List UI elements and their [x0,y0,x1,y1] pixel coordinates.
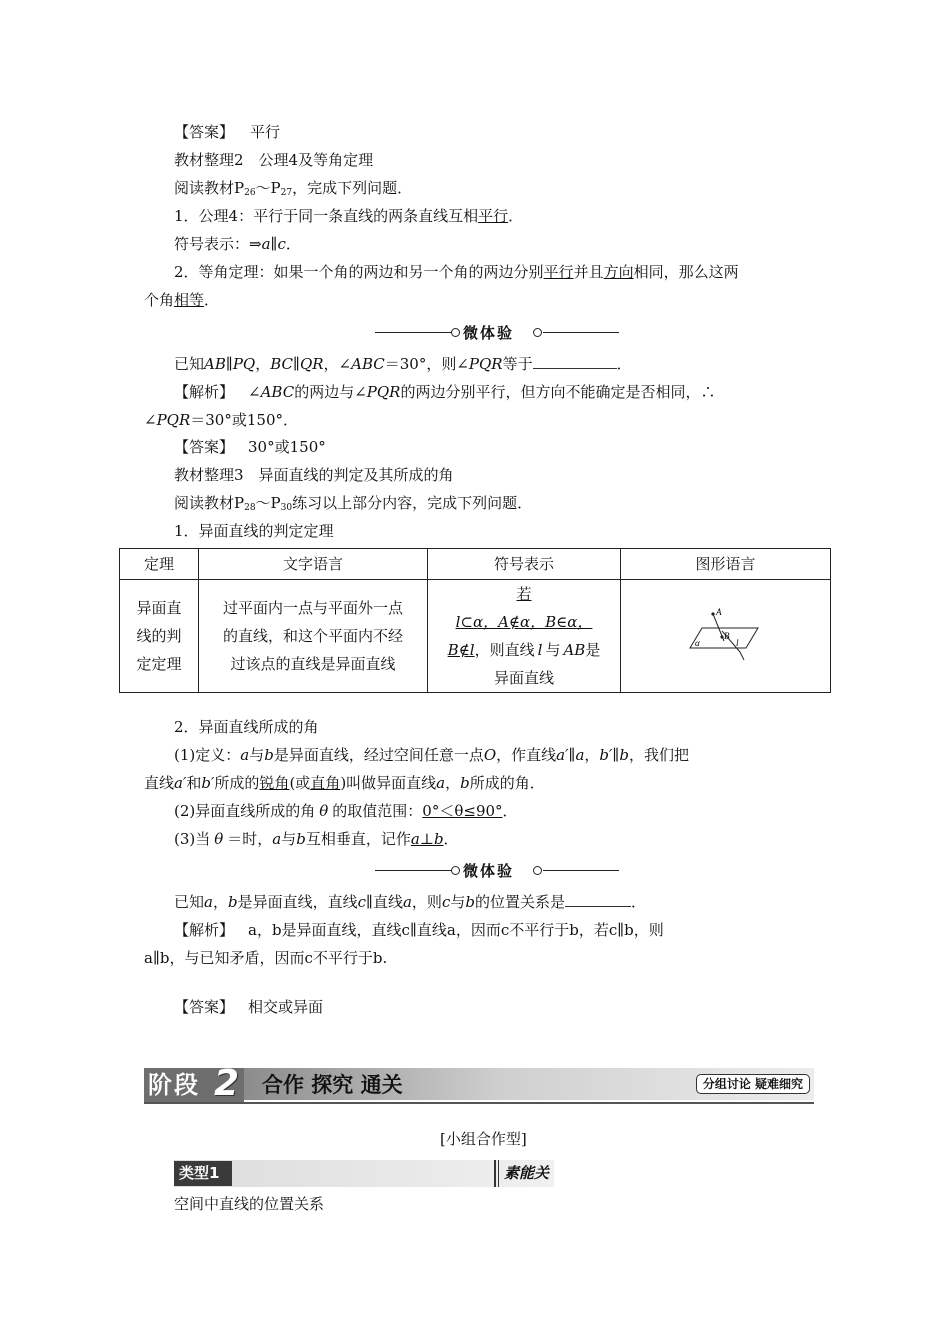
point-a-dot [711,612,714,615]
answer-tag: 【答案】 [174,438,235,456]
perpendicular-case [174,828,459,850]
text-language-cell [199,580,428,693]
sol-var: PQR [366,383,401,401]
answer-2 [174,996,323,1018]
q-var: PQR [468,355,503,373]
answer-1 [174,436,326,458]
stage-number: 2 [214,1063,240,1104]
reading-instruction-2 [174,177,412,204]
theorem-fill: 方向 [603,263,634,281]
section-heading-3: 教材整理3 异面直线的判定及其所成的角 [174,466,454,484]
perp-var: a [272,830,282,848]
title-dot [533,328,542,337]
exercise-title [375,860,605,882]
symbol-expression [174,233,301,255]
q-var: PQ [232,355,256,373]
solution-tag: 【解析】 [174,921,235,939]
q-text: ． [630,893,646,911]
sol-text: a，b是异面直线，直线c∥直线a，因而c不平行于b，若c∥b，则 [248,921,664,939]
range-fill: 0°＜θ≤90° [422,802,503,820]
angle-definition [174,744,689,766]
perp-text: ． [443,830,459,848]
title-rule [543,332,619,333]
cell-line: 异面直 [136,599,182,617]
perp-var: θ [214,830,224,848]
def-var: O [483,746,497,764]
def-var: a [436,774,446,792]
group-type-label: [小组合作型] [440,1130,527,1148]
table-header-row [120,549,831,580]
perp-text: (3)当 [174,830,211,848]
cell-line: l⊂α，A∉α，B∈α， [455,613,593,631]
q-text: 直线 [372,893,403,911]
type-divider [494,1160,496,1187]
cell-line: 异面直线 [493,669,554,687]
axiom-fill: 平行 [478,207,509,225]
axiom-4 [174,205,523,227]
read-text: 阅读教材P [174,179,245,197]
theorem-text: 相同，那么这两 [633,263,739,281]
page-sub: 27 [280,188,293,198]
q-text: ． [616,355,632,373]
reading-instruction-3 [174,492,532,519]
solution-1 [174,381,716,403]
sym-part: 是 [585,641,601,659]
def-var: b [264,746,274,764]
q-var: ABC [351,355,385,373]
title-dot [533,866,542,875]
symbol-cell [428,580,621,693]
q-text: ， [255,355,271,373]
sol-var: PQR [156,411,191,429]
def-var: b [460,774,470,792]
title-rule [543,870,619,871]
read-text: 阅读教材P [174,494,245,512]
answer-line [174,121,280,143]
q-var: c [441,893,451,911]
q-var: c∥ [357,893,373,911]
cell-line: 线的判 [136,627,182,645]
def-text: ，我们把 [628,746,689,764]
symbol-formula: a∥c [261,235,286,253]
equal-angle-theorem-cont [144,289,219,311]
q-var: b [227,893,238,911]
solution-tag: 【解析】 [174,383,235,401]
q-text: 的位置关系是 [474,893,565,911]
range-var: θ [319,802,329,820]
theorem-text: 个角 [144,291,175,309]
stage-title: 合作 探究 通关 [262,1073,403,1097]
q-var: b [465,893,475,911]
angle-range [174,800,518,822]
label-a: A [715,607,721,617]
perp-text: ＝时， [227,830,273,848]
q-var: BC [270,355,293,373]
title-text: 微体验 [463,862,515,880]
cell-line: 过平面内一点与平面外一点 [222,599,403,617]
stage-badge: 分组讨论 疑难细究 [696,1074,810,1094]
def-text: 所成的 [214,774,260,792]
type-divider [498,1160,499,1187]
title-dot [451,866,460,875]
label-alpha: α [694,638,700,648]
q-text: 等于 [502,355,533,373]
theorem-text: 2．等角定理：如果一个角的两边和另一个角的两边分别 [174,263,544,281]
def-fill: 锐角 [259,774,290,792]
exercise-title [375,322,605,344]
label-b: B [723,631,729,641]
def-text: 和 [186,774,202,792]
sol-text: ∠ [248,383,261,401]
sym-part: ，则直线 [474,641,535,659]
equal-angle-theorem [174,261,739,283]
page-sub: 30 [280,503,293,513]
answer-tag: 【答案】 [174,998,235,1016]
stage-underline [144,1102,814,1104]
def-text: (1)定义： [174,746,241,764]
theorem-name-cell [120,580,199,693]
answer-blank [533,354,617,369]
page-sub: 26 [244,188,256,198]
def-fill: 直角 [310,774,341,792]
q-text: ∥ [225,355,233,373]
header-cell: 图形语言 [621,549,831,580]
q-text: 已知 [174,355,205,373]
axiom-text: ． [508,207,524,225]
q-text: 已知 [174,893,205,911]
read-text: 练习以上部分内容，完成下列问题． [292,494,533,512]
answer-text: 相交或异面 [248,998,324,1016]
subheading-2: 2．异面直线所成的角 [174,718,319,736]
theorem-fill: 相等 [174,291,205,309]
def-text: ， [584,746,600,764]
solution-2 [174,919,664,941]
title-dot [451,328,460,337]
q-var: QR [299,355,324,373]
section-heading-2: 教材整理2 公理4及等角定理 [174,151,374,169]
perp-text: 与 [281,830,297,848]
q-var: AB [204,355,226,373]
cell-line [428,636,620,664]
def-text: ，作直线 [496,746,557,764]
cell-line: 的直线，和这个平面内不经 [222,627,403,645]
cell-line: 过该点的直线是异面直线 [230,655,396,673]
header-cell: 定理 [120,549,199,580]
sol-var: ABC [260,383,295,401]
def-text: 是异面直线，经过空间任意一点 [273,746,484,764]
title-text: 微体验 [463,324,515,342]
answer-tag: 【答案】 [174,123,235,141]
theorem-text: 并且 [573,263,604,281]
theorem-text: ． [204,291,220,309]
header-cell: 文字语言 [199,549,428,580]
sol-text: 的两边分别平行，但方向不能确定是否相同，∴ [400,383,716,401]
sol-text: ＝30°或150°． [190,411,298,429]
q-text: ＝30°，则∠ [384,355,469,373]
solution-1-cont [144,409,298,431]
q-text: 是异面直线，直线 [237,893,358,911]
def-text: )叫做异面直线 [340,774,437,792]
figure-cell [621,580,831,693]
sym-part: AB [563,641,586,659]
symbol-text: 符号表示：⇒ [174,235,262,253]
type-tag: 素能关 [504,1164,550,1182]
page-sub: 28 [244,503,256,513]
table-row [120,580,831,693]
theorem-table [119,548,831,693]
def-text: (或 [289,774,311,792]
def-var: a [240,746,250,764]
type-label: 类型1 [179,1164,220,1182]
solution-2-cont: a∥b，与已知矛盾，因而c不平行于b. [144,949,388,967]
read-text: ，完成下列问题． [292,179,413,197]
exercise-question-1 [174,353,632,375]
exercise-question-2 [174,891,646,913]
sym-part: 与 [545,641,561,659]
range-text: 的取值范围： [332,802,423,820]
q-text: ，则 [411,893,442,911]
range-text: (2)异面直线所成的角 [174,802,316,820]
def-text: ， [445,774,461,792]
cell-line: 若 [516,585,532,603]
cell-line: 定定理 [136,655,182,673]
def-var: a′ [174,774,187,792]
sym-part: B∉l [447,641,475,659]
q-var: a [204,893,213,911]
sol-text: ∠ [144,411,157,429]
label-l: l [735,638,739,648]
range-text: ． [502,802,518,820]
stage-label: 阶段 [148,1071,200,1099]
def-var: b′ [201,774,215,792]
subheading-1: 1．异面直线的判定定理 [174,522,334,540]
angle-definition-cont [144,772,545,794]
def-text: 所成的角． [469,774,545,792]
q-text: ∥ [293,355,300,373]
q-text: ，∠ [323,355,352,373]
type-banner [174,1160,554,1187]
answer-blank [565,892,631,907]
perp-var: b [296,830,306,848]
def-var: a′∥a [556,746,585,764]
sol-text: 的两边与∠ [294,383,367,401]
def-text: 直线 [144,774,175,792]
q-text: ， [212,893,228,911]
stage-banner [144,1063,814,1104]
def-var: b′∥b [599,746,629,764]
title-rule [375,870,451,871]
read-text: ～P [255,179,281,197]
topic-heading: 空间中直线的位置关系 [174,1195,325,1213]
skew-lines-figure [686,606,766,666]
symbol-text: ． [285,235,301,253]
line-l-tail [740,652,744,660]
answer-text: 平行 [250,123,281,141]
def-text: 与 [249,746,265,764]
sym-part: l [537,641,543,659]
read-text: ～P [255,494,281,512]
answer-text: 30°或150° [248,438,326,456]
axiom-text: 1．公理4：平行于同一条直线的两条直线互相 [174,207,479,225]
q-text: 与 [450,893,466,911]
perp-text: 互相垂直，记作 [305,830,411,848]
perp-fill: a⊥b [410,830,444,848]
q-var: a [402,893,412,911]
theorem-fill: 平行 [543,263,574,281]
title-rule [375,332,451,333]
header-cell: 符号表示 [428,549,621,580]
